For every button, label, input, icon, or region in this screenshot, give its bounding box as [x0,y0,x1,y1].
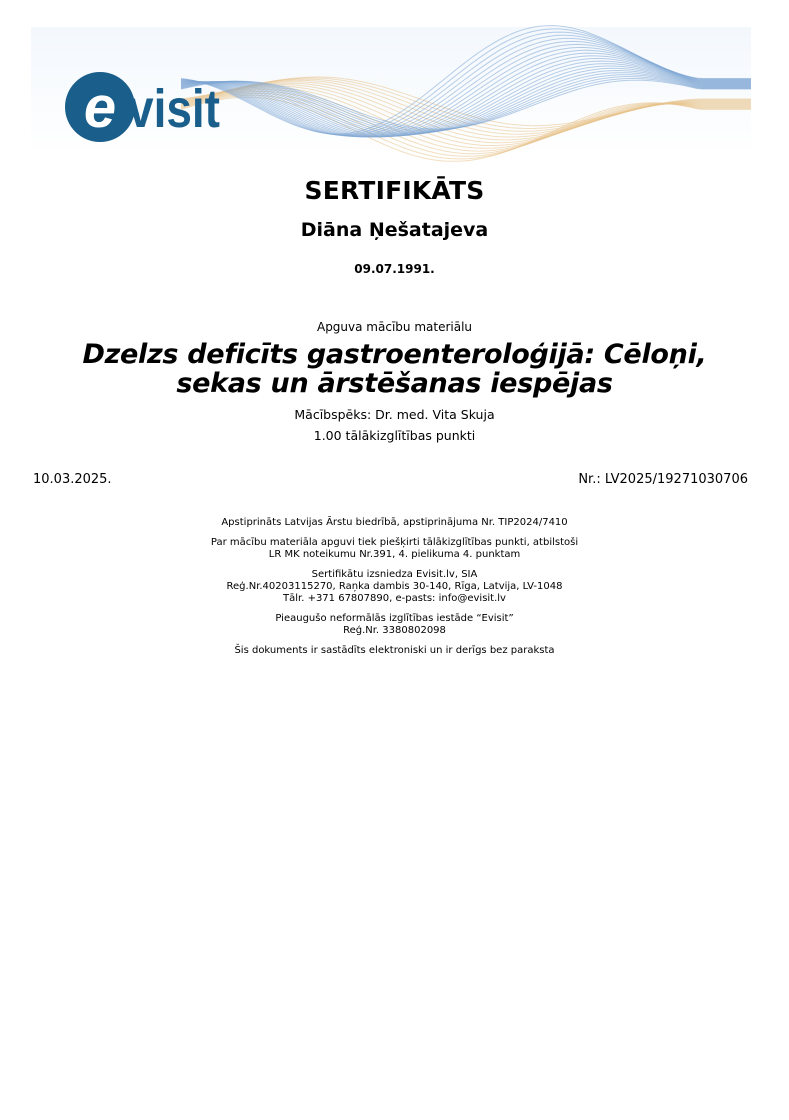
evisit-logo [64,71,224,147]
electronic-note: Šis dokuments ir sastādīts elektroniski un ir derīgs bez paraksta [234,645,555,656]
issue-date: 10.03.2025. [33,472,112,487]
header-banner [31,27,751,157]
points-note: Par mācību materiāla apguvi tiek piešķirti tālākizglītības punkti, atbilstoši LR MK noteikumu Nr.391, 4. pielikuma 4. punktam [210,537,579,560]
course-title: Dzelzs deficīts gastroenteroloģijā: Cēloņi, sekas un ārstēšanas iespējas [82,339,707,399]
institution-info: Pieaugušo neformālās izglītības iestāde “Evisit” Reģ.Nr. 3380802098 [275,613,514,636]
holder-name: Diāna Ņešatajeva [300,219,489,241]
svg-text:e: e [83,75,117,140]
certificate-title: SERTIFIKĀTS [304,176,485,205]
certificate-number: Nr.: LV2025/19271030706 [578,472,748,487]
completed-label: Apguva mācību materiālu [316,320,473,334]
issuer-info: Sertifikātu izsniedza Evisit.lv, SIA Reģ.Nr.40203115270, Raņka dambis 30-140, Rīga, Latvija, LV-1048 Tālr. +371 67807890, e-pasts: info@evisit.lv [226,569,563,604]
birth-date: 09.07.1991. [354,262,435,276]
footer-notes [0,517,789,665]
education-points: 1.00 tālākizglītības punkti [313,428,476,443]
svg-text:visit: visit [128,79,221,139]
lecturer: Mācībspēks: Dr. med. Vita Skuja [294,407,495,422]
approval-note: Apstiprināts Latvijas Ārstu biedrībā, apstiprinājuma Nr. TIP2024/7410 [221,517,568,528]
